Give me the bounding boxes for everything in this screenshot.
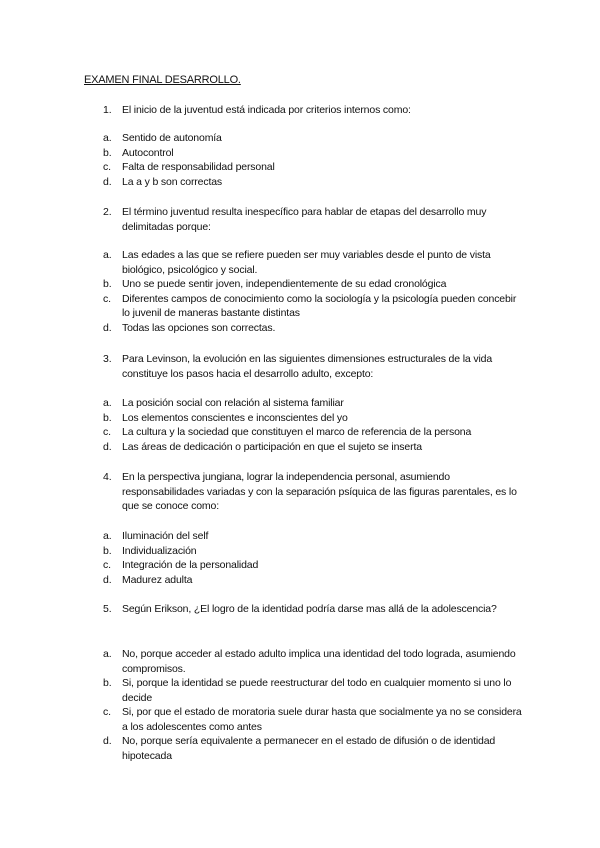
option-text: La a y b son correctas [122,175,223,188]
exam-title: EXAMEN FINAL DESARROLLO. [84,74,241,86]
question-1-options [103,131,523,189]
option-letter: c. [103,706,111,718]
option-text: Uno se puede sentir joven, independientemente de su edad cronológica [122,278,447,290]
option-c [103,292,523,321]
option-a [103,248,523,277]
question-text: Según Erikson, ¿El logro de la identidad podría darse mas allá de la adolescencia? [122,603,497,615]
question-4-options [103,529,523,587]
option-letter: a. [103,249,112,261]
option-text: Las áreas de dedicación o participación en que el sujeto se inserta [122,440,422,453]
question-number: 5. [103,603,112,615]
option-letter: a. [103,397,112,409]
question-text: En la perspectiva jungiana, lograr la independencia personal, asumiendo responsabilidades variadas y con la separación psíquica de las figuras parentales, es lo que se conoce como: [122,471,517,512]
option-text: Integración de la personalidad [122,559,259,571]
option-text: La cultura y la sociedad que constituyen el marco de referencia de la persona [122,426,472,438]
option-text: No, porque sería equivalente a permanecer en el estado de difusión o de identidad hipotecada [122,735,496,762]
option-text: Autocontrol [122,146,174,159]
question-text: Para Levinson, la evolución en las siguientes dimensiones estructurales de la vida constituye los pasos hacia el desarrollo adulto, excepto: [122,353,493,380]
option-d [103,573,523,588]
option-text: Diferentes campos de conocimiento como la sociología y la psicología pueden concebir lo juvenil de maneras bastante distintas [122,292,517,319]
option-a [103,647,523,676]
option-d [103,734,523,763]
option-letter: d. [103,735,112,747]
option-b [103,411,523,426]
question-5 [103,602,523,617]
question-text: El término juventud resulta inespecífico para hablar de etapas del desarrollo muy delimitadas porque: [122,206,487,233]
option-letter: d. [103,573,112,586]
question-5-options [103,647,523,763]
option-text: Las edades a las que se refiere pueden ser muy variables desde el punto de vista biológico, psicológico y social. [122,249,491,276]
option-c [103,558,523,573]
option-text: Sentido de autonomía [122,132,222,144]
question-number: 3. [103,353,112,365]
option-c [103,160,523,175]
option-d [103,321,523,336]
option-text: No, porque acceder al estado adulto implica una identidad del todo lograda, asumiendo compromisos. [122,648,516,675]
option-text: Madurez adulta [122,573,193,586]
question-3 [103,352,523,381]
option-text: Individualización [122,544,197,557]
option-b [103,146,523,161]
option-letter: d. [103,175,112,188]
option-c [103,705,523,734]
option-letter: d. [103,321,112,334]
option-c [103,425,523,440]
option-text: Los elementos conscientes e inconscientes del yo [122,411,348,424]
option-letter: b. [103,146,112,159]
option-letter: c. [103,161,111,173]
option-text: La posición social con relación al sistema familiar [122,397,344,409]
option-letter: b. [103,278,112,290]
option-letter: b. [103,411,112,424]
question-number: 2. [103,206,112,218]
option-letter: a. [103,132,112,144]
option-b [103,277,523,292]
option-a [103,396,523,411]
option-letter: c. [103,292,111,305]
option-letter: c. [103,426,111,438]
option-a [103,529,523,544]
option-text: Iluminación del self [122,530,209,542]
option-text: Falta de responsabilidad personal [122,161,275,173]
option-letter: b. [103,677,112,689]
option-b [103,676,523,705]
question-number: 4. [103,471,112,483]
option-letter: d. [103,440,112,453]
option-letter: a. [103,648,112,660]
question-2 [103,205,523,234]
question-2-options [103,248,523,335]
question-1 [103,103,523,118]
question-number: 1. [103,104,112,116]
option-text: Si, porque la identidad se puede reestructurar del todo en cualquier momento si uno lo decide [122,677,512,704]
option-d [103,175,523,190]
question-3-options [103,396,523,454]
option-text: Todas las opciones son correctas. [122,321,276,334]
option-letter: b. [103,544,112,557]
option-a [103,131,523,146]
question-text: El inicio de la juventud está indicada por criterios internos como: [122,104,411,116]
question-4 [103,470,523,514]
option-d [103,440,523,455]
option-b [103,544,523,559]
option-letter: c. [103,559,111,571]
option-text: Si, por que el estado de moratoria suele durar hasta que socialmente ya no se considera a los adolescentes como antes [122,706,522,733]
option-letter: a. [103,530,112,542]
